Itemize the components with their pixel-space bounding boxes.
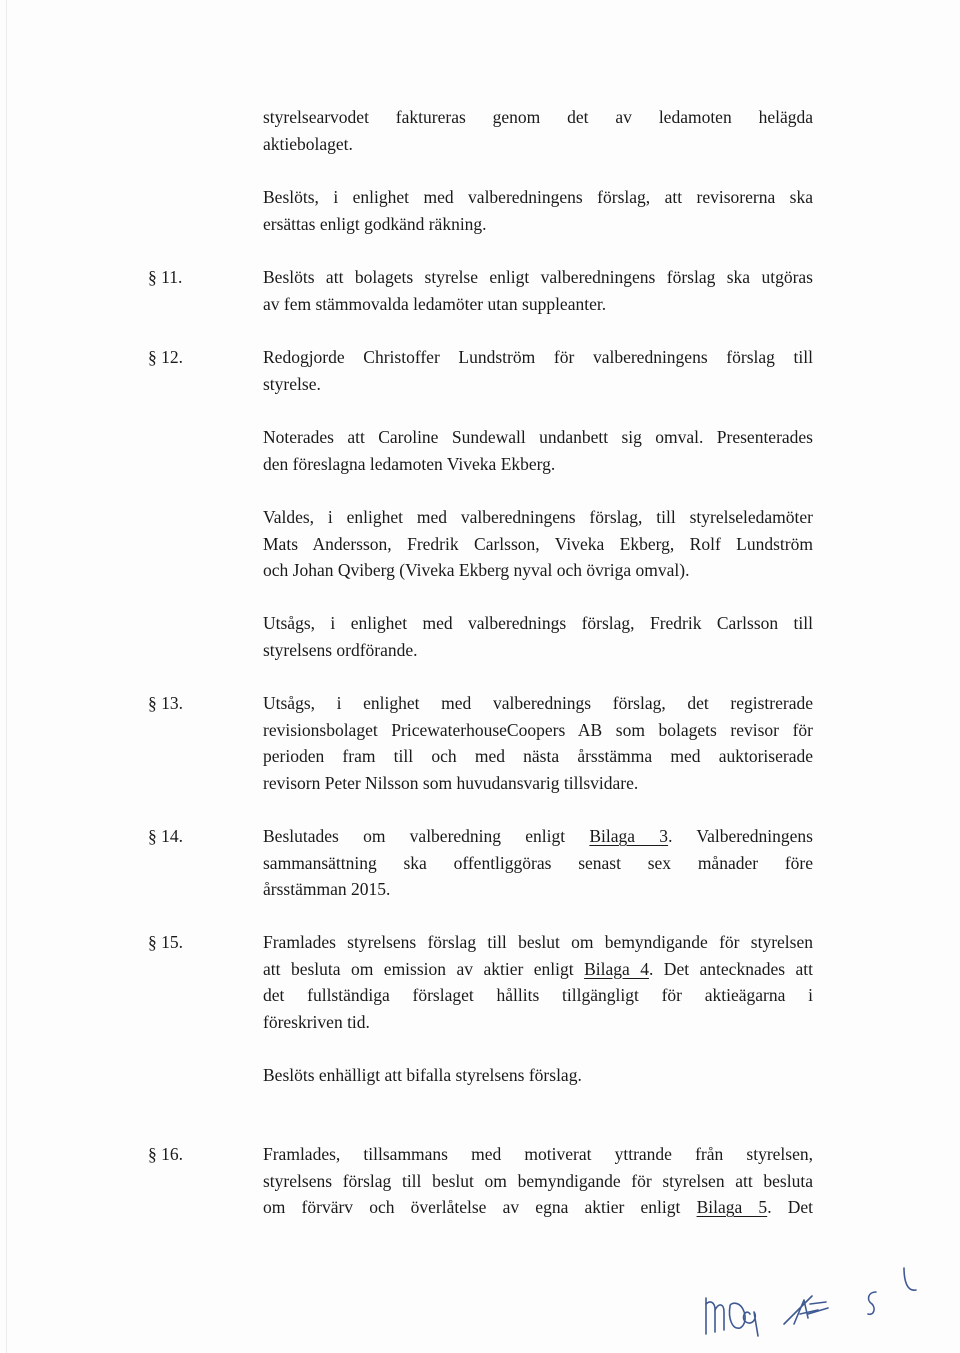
- section-12-p1-line-2: styrelse.: [263, 373, 321, 394]
- initials-stroke-11: [868, 1292, 876, 1314]
- handwritten-initials: [700, 1258, 940, 1338]
- section-16-line-2: styrelsens förslag till beslut om bemyndigande för styrelsen att besluta: [263, 1170, 813, 1191]
- section-12-p4-line-2: styrelsens ordförande.: [263, 639, 418, 660]
- initials-stroke-6: [784, 1296, 812, 1324]
- section-14-line-1-after: . Valberedningens: [668, 826, 813, 846]
- initials-stroke-3: [715, 1305, 724, 1330]
- section-15-number: § 15.: [148, 932, 183, 952]
- section-15-paragraph: [263, 929, 813, 1035]
- revisorer-line-1: Beslöts, i enlighet med valberedningens förslag, att revisorerna ska: [263, 187, 813, 207]
- section-15-p2-line-1: Beslöts enhälligt att bifalla styrelsens förslag.: [263, 1065, 582, 1085]
- revisorer-line-2: ersättas enligt godkänd räkning.: [263, 213, 487, 234]
- section-15-line-2: [263, 956, 813, 983]
- section-11-line-2: av fem stämmovalda ledamöter utan suppleanter.: [263, 293, 607, 314]
- section-14-line-1-text: Beslutades om valberedning enligt: [263, 826, 566, 846]
- section-15-line-4: föreskriven tid.: [263, 1011, 370, 1032]
- section-16-line-3-text: om förvärv och överlåtelse av egna aktier enligt: [263, 1197, 681, 1217]
- section-12-number: § 12.: [148, 347, 183, 367]
- section-13-line-1: Utsågs, i enlighet med valberednings förslag, det registrerade: [263, 693, 813, 713]
- initials-stroke-12: [904, 1268, 916, 1290]
- section-12-p4-line-1: Utsågs, i enlighet med valberednings förslag, Fredrik Carlsson till: [263, 613, 813, 633]
- section-15-line-1: Framlades styrelsens förslag till beslut om bemyndigande för styrelsen: [263, 932, 813, 952]
- initials-stroke-2: [706, 1302, 715, 1332]
- section-13-line-4: revisorn Peter Nilsson som huvudansvarig tillsvidare.: [263, 772, 639, 793]
- section-12-paragraph-2: [263, 424, 813, 477]
- section-12-p2-line-2: den föreslagna ledamoten Viveka Ekberg.: [263, 453, 556, 474]
- initials-stroke-4: [729, 1303, 745, 1328]
- section-16-number: § 16.: [148, 1144, 183, 1164]
- section-14-line-1: [263, 823, 813, 850]
- section-12-p3-line-3: och Johan Qviberg (Viveka Ekberg nyval och övriga omval).: [263, 560, 690, 580]
- section-13-number: § 13.: [148, 693, 183, 713]
- section-12-paragraph-1: [263, 344, 813, 397]
- section-15-line-2-text: att besluta om emission av aktier enligt: [263, 958, 574, 979]
- revisorer-paragraph: [263, 184, 813, 237]
- section-15-line-3: det fullständiga förslaget hållits tillgängligt för aktieägarna i: [263, 985, 813, 1005]
- section-11-number: § 11.: [148, 267, 183, 287]
- section-14-line-3: årsstämman 2015.: [263, 879, 391, 899]
- section-16-paragraph: [263, 1141, 813, 1221]
- section-14-number: § 14.: [148, 826, 183, 846]
- section-12-paragraph-3: [263, 504, 813, 584]
- section-15-line-2-after: . Det antecknades att: [648, 958, 813, 979]
- bilaga-5-link[interactable]: Bilaga 5: [696, 1197, 768, 1217]
- section-11-line-1: Beslöts att bolagets styrelse enligt valberedningens förslag ska utgöras: [263, 267, 813, 287]
- section-13-line-3: perioden fram till och med nästa årsstämma med auktoriserade: [263, 746, 813, 766]
- section-12-paragraph-4: [263, 610, 813, 663]
- section-16-line-3: [263, 1194, 813, 1221]
- intro-line-1: styrelsearvodet faktureras genom det av ledamoten helägda: [263, 107, 813, 127]
- section-12-p3-line-2: Mats Andersson, Fredrik Carlsson, Viveka Ekberg, Rolf Lundström: [263, 533, 813, 554]
- section-15-paragraph-2: [263, 1062, 813, 1089]
- intro-line-2: aktiebolaget.: [263, 133, 353, 154]
- section-12-p3-line-1: Valdes, i enlighet med valberedningens förslag, till styrelseledamöter: [263, 507, 813, 527]
- bilaga-3-link[interactable]: Bilaga 3: [589, 826, 669, 846]
- bilaga-4-link[interactable]: Bilaga 4: [584, 958, 649, 979]
- section-16-line-1: Framlades, tillsammans med motiverat yttrande från styrelsen,: [263, 1144, 813, 1164]
- section-14-paragraph: [263, 823, 813, 903]
- scan-edge-line: [6, 0, 7, 1353]
- section-13-line-2: revisionsbolaget PricewaterhouseCoopers AB som bolagets revisor för: [263, 719, 813, 740]
- intro-paragraph: [263, 104, 813, 157]
- section-12-p1-line-1: Redogjorde Christoffer Lundström för valberedningens förslag till: [263, 347, 813, 367]
- section-12-p2-line-1: Noterades att Caroline Sundewall undanbett sig omval. Presenterades: [263, 427, 813, 447]
- section-13-paragraph: [263, 690, 813, 796]
- section-16-line-3-after: . Det: [767, 1197, 814, 1217]
- section-11-paragraph: [263, 264, 813, 317]
- section-14-line-2: sammansättning ska offentliggöras senast sex månader före: [263, 852, 813, 873]
- initials-stroke-9: [810, 1302, 826, 1304]
